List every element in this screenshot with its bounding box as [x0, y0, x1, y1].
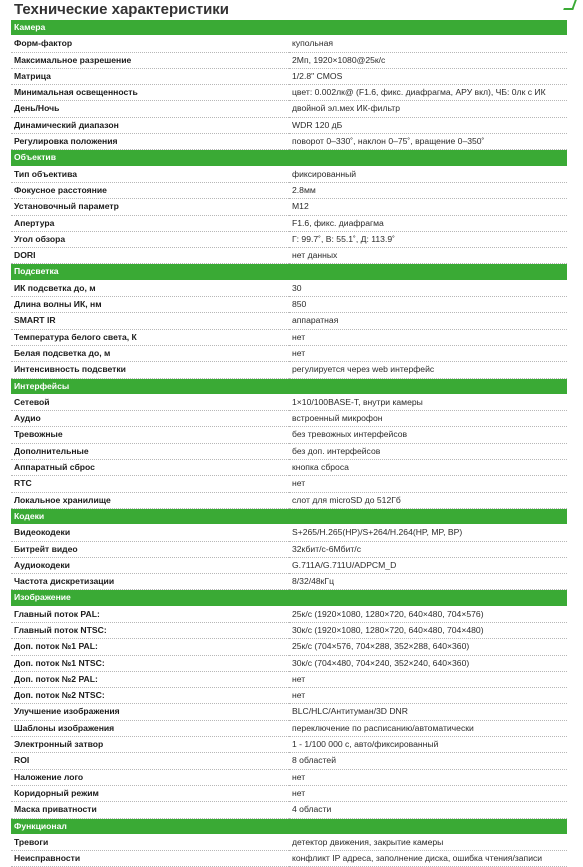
- spec-value: 2.8мм: [289, 182, 567, 198]
- spec-parameter: Белая подсветка до, м: [11, 345, 289, 361]
- spec-parameter: Регулировка положения: [11, 134, 289, 150]
- spec-value: без доп. интерфейсов: [289, 443, 567, 459]
- spec-parameter: Тревожные: [11, 427, 289, 443]
- spec-parameter: Частота дискретизации: [11, 574, 289, 590]
- spec-parameter: Угол обзора: [11, 231, 289, 247]
- spec-value: 1 - 1/100 000 с, авто/фиксированный: [289, 737, 567, 753]
- spec-parameter: Доп. поток №2 NTSC:: [11, 688, 289, 704]
- spec-value: 25к/с (704×576, 704×288, 352×288, 640×360): [289, 639, 567, 655]
- section-title: Кодеки: [11, 508, 567, 524]
- spec-row: [11, 117, 567, 133]
- spec-parameter: Динамический диапазон: [11, 117, 289, 133]
- spec-parameter: Апертура: [11, 215, 289, 231]
- spec-parameter: Тип объектива: [11, 166, 289, 182]
- spec-row: [11, 769, 567, 785]
- spec-value: встроенный микрофон: [289, 411, 567, 427]
- spec-row: [11, 297, 567, 313]
- section-header-row: [11, 20, 567, 36]
- spec-parameter: Минимальная освещенность: [11, 85, 289, 101]
- spec-parameter: Длина волны ИК, нм: [11, 297, 289, 313]
- spec-value: 30: [289, 280, 567, 296]
- spec-row: [11, 182, 567, 198]
- section-header-row: [11, 590, 567, 606]
- spec-value: конфликт IP адреса, заполнение диска, ошибка чтения/записи: [289, 851, 567, 867]
- spec-value: кнопка сброса: [289, 460, 567, 476]
- spec-value: M12: [289, 199, 567, 215]
- spec-row: [11, 574, 567, 590]
- spec-value: 32кбит/с-6Мбит/с: [289, 541, 567, 557]
- spec-value: WDR 120 дБ: [289, 117, 567, 133]
- spec-row: [11, 280, 567, 296]
- spec-row: [11, 443, 567, 459]
- spec-value: без тревожных интерфейсов: [289, 427, 567, 443]
- spec-row: [11, 639, 567, 655]
- spec-value: аппаратная: [289, 313, 567, 329]
- spec-value: S+265/H.265(HP)/S+264/H.264(HP, MP, BP): [289, 525, 567, 541]
- spec-parameter: Коридорный режим: [11, 785, 289, 801]
- spec-row: [11, 411, 567, 427]
- spec-value: 2Мп, 1920×1080@25к/с: [289, 52, 567, 68]
- section-header-row: [11, 264, 567, 280]
- spec-parameter: Доп. поток №1 PAL:: [11, 639, 289, 655]
- spec-row: [11, 427, 567, 443]
- spec-row: [11, 737, 567, 753]
- spec-parameter: Видеокодеки: [11, 525, 289, 541]
- spec-value: G.711A/G.711U/ADPCM_D: [289, 557, 567, 573]
- section-header-row: [11, 508, 567, 524]
- spec-row: [11, 215, 567, 231]
- spec-row: [11, 166, 567, 182]
- spec-row: [11, 199, 567, 215]
- spec-parameter: Электронный затвор: [11, 737, 289, 753]
- spec-row: [11, 688, 567, 704]
- spec-row: [11, 720, 567, 736]
- spec-row: [11, 655, 567, 671]
- spec-row: [11, 52, 567, 68]
- spec-parameter: Матрица: [11, 68, 289, 84]
- spec-row: [11, 460, 567, 476]
- spec-row: [11, 345, 567, 361]
- spec-value: детектор движения, закрытие камеры: [289, 834, 567, 850]
- spec-parameter: Аппаратный сброс: [11, 460, 289, 476]
- spec-value: нет: [289, 476, 567, 492]
- spec-value: BLC/HLC/Антитуман/3D DNR: [289, 704, 567, 720]
- spec-value: F1.6, фикс. диафрагма: [289, 215, 567, 231]
- spec-value: 8/32/48кГц: [289, 574, 567, 590]
- spec-value: цвет: 0.002лк@ (F1.6, фикс. диафрагма, АРУ вкл), ЧБ: 0лк с ИК: [289, 85, 567, 101]
- spec-value: купольная: [289, 36, 567, 52]
- spec-value: 1×10/100BASE-T, внутри камеры: [289, 394, 567, 410]
- spec-row: [11, 525, 567, 541]
- section-title: Камера: [11, 20, 567, 36]
- spec-row: [11, 231, 567, 247]
- spec-parameter: Неисправности: [11, 851, 289, 867]
- spec-row: [11, 329, 567, 345]
- page-title: Технические характеристики: [14, 1, 230, 18]
- spec-row: [11, 785, 567, 801]
- spec-value: фиксированный: [289, 166, 567, 182]
- spec-value: нет: [289, 329, 567, 345]
- specifications-table-body: [11, 20, 567, 867]
- spec-row: [11, 834, 567, 850]
- spec-row: [11, 134, 567, 150]
- spec-parameter: Дополнительные: [11, 443, 289, 459]
- spec-parameter: Шаблоны изображения: [11, 720, 289, 736]
- spec-parameter: Интенсивность подсветки: [11, 362, 289, 378]
- section-header-row: [11, 150, 567, 166]
- spec-parameter: Сетевой: [11, 394, 289, 410]
- spec-parameter: DORI: [11, 248, 289, 264]
- spec-parameter: Локальное хранилище: [11, 492, 289, 508]
- spec-row: [11, 802, 567, 818]
- spec-parameter: Доп. поток №2 PAL:: [11, 671, 289, 687]
- spec-parameter: День/Ночь: [11, 101, 289, 117]
- spec-parameter: Битрейт видео: [11, 541, 289, 557]
- spec-value: 850: [289, 297, 567, 313]
- spec-row: [11, 671, 567, 687]
- spec-row: [11, 101, 567, 117]
- spec-parameter: Маска приватности: [11, 802, 289, 818]
- spec-parameter: Наложение лого: [11, 769, 289, 785]
- spec-parameter: Установочный параметр: [11, 199, 289, 215]
- spec-value: двойной эл.мех ИК-фильтр: [289, 101, 567, 117]
- spec-value: переключение по расписанию/автоматически: [289, 720, 567, 736]
- spec-row: [11, 36, 567, 52]
- spec-row: [11, 68, 567, 84]
- spec-row: [11, 313, 567, 329]
- spec-parameter: Температура белого света, К: [11, 329, 289, 345]
- spec-row: [11, 704, 567, 720]
- spec-value: нет данных: [289, 248, 567, 264]
- spec-parameter: Главный поток PAL:: [11, 606, 289, 622]
- spec-value: нет: [289, 769, 567, 785]
- section-title: Объектив: [11, 150, 567, 166]
- spec-value: слот для microSD до 512Гб: [289, 492, 567, 508]
- spec-value: нет: [289, 688, 567, 704]
- spec-value: нет: [289, 345, 567, 361]
- spec-value: нет: [289, 671, 567, 687]
- spec-parameter: Форм-фактор: [11, 36, 289, 52]
- spec-value: регулируется через web интерфейс: [289, 362, 567, 378]
- spec-row: [11, 394, 567, 410]
- spec-parameter: Тревоги: [11, 834, 289, 850]
- spec-parameter: Аудио: [11, 411, 289, 427]
- section-title: Подсветка: [11, 264, 567, 280]
- spec-parameter: Главный поток NTSC:: [11, 622, 289, 638]
- spec-value: 30к/с (704×480, 704×240, 352×240, 640×360): [289, 655, 567, 671]
- spec-row: [11, 541, 567, 557]
- spec-parameter: Аудиокодеки: [11, 557, 289, 573]
- brand-accent-mark: [563, 0, 577, 10]
- section-title: Изображение: [11, 590, 567, 606]
- spec-value: 25к/с (1920×1080, 1280×720, 640×480, 704×576): [289, 606, 567, 622]
- spec-parameter: SMART IR: [11, 313, 289, 329]
- section-header-row: [11, 818, 567, 834]
- spec-row: [11, 85, 567, 101]
- spec-value: нет: [289, 785, 567, 801]
- spec-row: [11, 606, 567, 622]
- spec-row: [11, 557, 567, 573]
- spec-value: Г: 99.7˚, В: 55.1˚, Д: 113.9˚: [289, 231, 567, 247]
- spec-row: [11, 248, 567, 264]
- spec-value: 1/2.8" CMOS: [289, 68, 567, 84]
- spec-row: [11, 492, 567, 508]
- spec-row: [11, 753, 567, 769]
- spec-row: [11, 622, 567, 638]
- spec-parameter: Максимальное разрешение: [11, 52, 289, 68]
- spec-parameter: ИК подсветка до, м: [11, 280, 289, 296]
- spec-row: [11, 362, 567, 378]
- spec-value: 30к/с (1920×1080, 1280×720, 640×480, 704×480): [289, 622, 567, 638]
- spec-value: 4 области: [289, 802, 567, 818]
- section-header-row: [11, 378, 567, 394]
- specifications-table: [11, 20, 567, 867]
- spec-parameter: Фокусное расстояние: [11, 182, 289, 198]
- spec-parameter: Доп. поток №1 NTSC:: [11, 655, 289, 671]
- spec-value: 8 областей: [289, 753, 567, 769]
- section-title: Функционал: [11, 818, 567, 834]
- spec-row: [11, 851, 567, 867]
- section-title: Интерфейсы: [11, 378, 567, 394]
- spec-value: поворот 0–330˚, наклон 0–75˚, вращение 0–350˚: [289, 134, 567, 150]
- spec-parameter: ROI: [11, 753, 289, 769]
- spec-row: [11, 476, 567, 492]
- spec-parameter: RTC: [11, 476, 289, 492]
- spec-parameter: Улучшение изображения: [11, 704, 289, 720]
